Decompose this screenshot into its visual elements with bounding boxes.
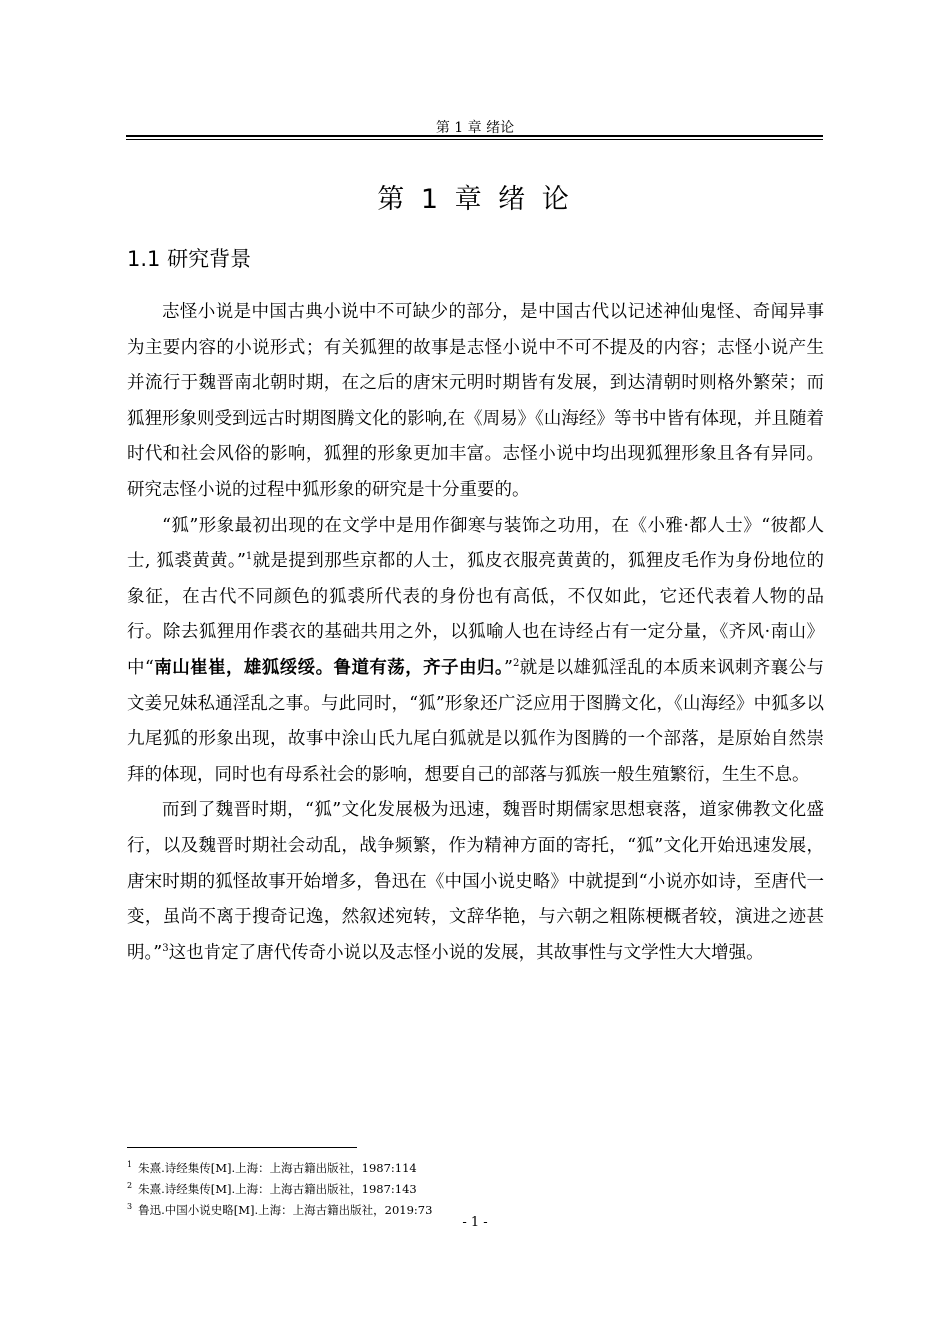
- page-number: - 1 -: [462, 1215, 488, 1230]
- footnote-ref-2[interactable]: 2: [512, 658, 520, 670]
- footnote-1: [127, 1156, 432, 1177]
- chapter-title: 第 1 章 绪 论: [377, 184, 573, 215]
- paragraph-3: [127, 793, 824, 971]
- paragraph-3-text-a: 而到了魏晋时期，“狐”文化发展极为迅速，魏晋时期儒家思想衰落，道家佛教文化盛行，以及魏晋时期社会动乱，战争频繁，作为精神方面的寄托，“狐”文化开始迅速发展，唐宋时期的狐怪故事开始增多，鲁迅在《中国小说史略》中就提到“小说亦如诗，至唐代一变，虽尚不离于搜奇记逸，然叙述宛转，文辞华艳，与六朝之粗陈梗概者较，演进之迹甚明。”: [127, 800, 824, 963]
- footnote-2: [127, 1177, 432, 1198]
- body-text: [127, 295, 824, 971]
- footnote-ref-3[interactable]: 3: [162, 942, 169, 954]
- footnote-number: 2: [127, 1180, 133, 1190]
- paragraph-1: 志怪小说是中国古典小说中不可缺少的部分，是中国古代以记述神仙鬼怪、奇闻异事为主要内容的小说形式；有关狐狸的故事是志怪小说中不可不提及的内容；志怪小说产生并流行于魏晋南北朝时期，在之后的唐宋元明时期皆有发展，到达清朝时则格外繁荣；而狐狸形象则受到远古时期图腾文化的影响,在《周易》《山海经》等书中皆有体现，并且随着时代和社会风俗的影响，狐狸的形象更加丰富。志怪小说中均出现狐狸形象且各有异同。研究志怪小说的过程中狐形象的研究是十分重要的。: [127, 302, 824, 500]
- paragraph-2-text-b: 就是提到那些京都的人士，狐皮衣服亮黄黄的，狐狸皮毛作为身份地位的象征，在古代不同颜色的狐裘所代表的身份也有高低，不仅如此，它还代表着人物的品行。除去狐狸用作裘衣的基础共用之外，以狐喻人也在诗经占有一定分量，《齐风·南山》中“: [127, 551, 824, 678]
- footnote-separator: [127, 1147, 357, 1148]
- footnote-number: 1: [127, 1160, 133, 1169]
- paragraph-2: [127, 509, 824, 794]
- footnote-number: 3: [127, 1201, 133, 1211]
- footnote-text: 鲁迅.中国小说史略[M].上海：上海古籍出版社，2019:73: [138, 1202, 433, 1217]
- paragraph-2-text-d: 就是以雄狐淫乱的本质来讽刺齐襄公与文姜兄妹私通淫乱之事。与此同时，“狐”形象还广泛应用于图腾文化，《山海经》中狐多以九尾狐的形象出现，故事中涂山氏九尾白狐就是以狐作为图腾的一个部落，是原始自然崇拜的体现，同时也有母系社会的影响，想要自己的部落与狐族一般生殖繁衍，生生不息。: [127, 657, 825, 785]
- paragraph-2-text-c: ”: [504, 657, 513, 678]
- footnote-ref-1[interactable]: 1: [245, 551, 253, 563]
- header-double-rule: [126, 135, 823, 140]
- running-header: 第 1 章 绪论: [435, 120, 515, 136]
- paragraph-3-text-b: 这也肯定了唐代传奇小说以及志怪小说的发展，其故事性与文学性大大增强。: [168, 942, 764, 963]
- paragraph-2-text-a: “狐”形象最初出现的在文学中是用作御寒与装饰之功用，在《小雅·都人士》“彼都人士, 狐裘黄黄。”: [127, 515, 824, 572]
- section-heading: 1.1 研究背景: [127, 247, 252, 271]
- bold-quotation: 南山崔崔，雄狐绥绥。鲁道有荡，齐子由归。: [153, 657, 504, 678]
- footnotes: [127, 1156, 432, 1218]
- footnote-text: 朱熹.诗经集传[M].上海：上海古籍出版社，1987:114: [138, 1160, 417, 1175]
- footnote-text: 朱熹.诗经集传[M].上海：上海古籍出版社，1987:143: [138, 1181, 417, 1196]
